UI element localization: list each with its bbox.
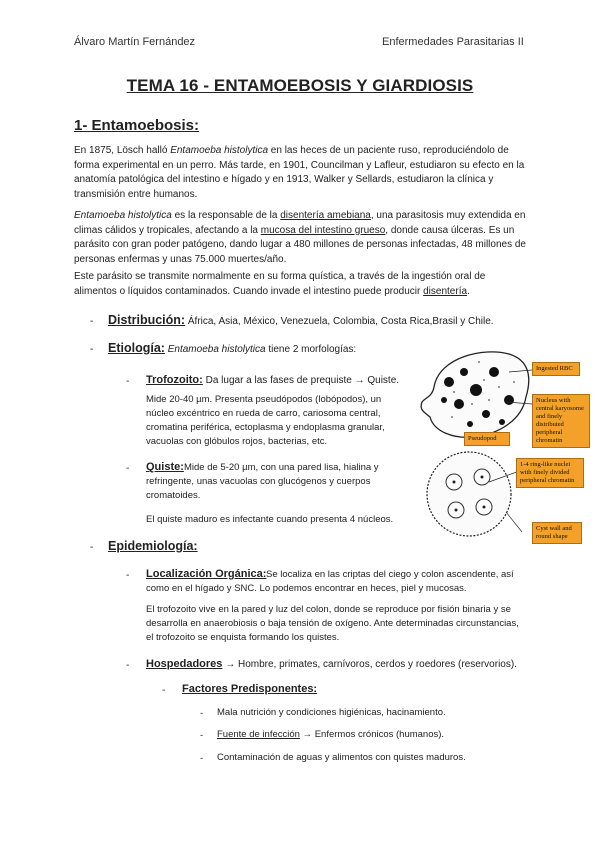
text: Este parásito se transmite normalmente en su forma quística, a través de la ingestión oral de alimentos o líquidos contaminados. Cuando invade el intestino puede producir: [74, 271, 486, 297]
text: En 1875, Lösch halló: [74, 145, 171, 156]
text: → Enfermos crónicos (humanos).: [299, 729, 445, 740]
text: .: [467, 285, 470, 297]
term-mucosa: mucosa del intestino grueso: [260, 224, 386, 236]
text: Da lugar a las fases de prequiste → Quiste.: [202, 375, 400, 386]
bullet-dash: -: [126, 660, 130, 671]
localizacion-desc: El trofozoito vive en la pared y luz del colon, donde se reproduce por fisión binaria y se desarrolla en anaerobiosis o baja tensión de oxígeno. Ante determinadas circunstancias, el trofozoito se enquista formando los quistes.: [146, 604, 519, 643]
text: África, Asia, México, Venezuela, Colombia, Costa Rica,Brasil y Chile.: [185, 316, 494, 327]
paragraph-pathogen: [74, 209, 530, 267]
label: Hospedadores: [146, 658, 223, 670]
paragraph-transmission: [74, 270, 530, 299]
term-disenteria: disentería: [423, 285, 468, 297]
section-heading: 1- Entamoebosis:: [74, 117, 200, 134]
quiste-desc: El quiste maduro es infectante cuando presenta 4 núcleos.: [146, 514, 394, 525]
text: Mala nutrición y condiciones higiénicas, hacinamiento.: [217, 707, 446, 718]
caption-cyst-nuclei: 1-4 ring-like nuclei with finely divided peripheral chromatin: [516, 458, 584, 488]
bullet-dash: -: [126, 463, 130, 474]
bullet-dash: -: [90, 542, 94, 553]
bullet-dash: -: [126, 376, 130, 387]
bullet-dash: -: [200, 730, 204, 741]
cyst-wall: [427, 452, 511, 536]
bullet-dash: -: [200, 708, 204, 719]
term-disenteria-amebiana: disentería amebiana: [280, 210, 371, 221]
caption-cyst-wall: Cyst wall and round shape: [532, 522, 582, 544]
text: en las heces de un paciente ruso, reproduciéndolo de forma experimental en un perro. Más tarde, en 1901, Councilman y Lafleur, estudiaron su efecto en la anatomía patológica del intestino e hígado y en 1913, Walker y Sellards, estudiaron la clínica y transmisión entre humanos.: [74, 145, 525, 200]
label: Quiste:: [146, 461, 184, 473]
text: → Hombre, primates, carnívoros, cerdos y roedores (reservorios).: [222, 659, 517, 670]
label: Localización Orgánica:: [146, 568, 267, 580]
bullet-dash: -: [126, 570, 130, 581]
label: Factores Predisponentes:: [182, 683, 318, 695]
bullet-dash: -: [90, 344, 94, 355]
species-name: Entamoeba histolytica: [170, 145, 269, 156]
caption-ingested-rbc: Ingested RBC: [532, 362, 580, 376]
quiste-text: Mide de 5-20 µm, con una pared lisa, hialina y refringente, unas vacuolas con glucógenos y cuerpos cromatoides.: [146, 462, 379, 501]
text: Contaminación de aguas y alimentos con quistes maduros.: [217, 752, 466, 763]
amoeba-figure: [414, 342, 584, 557]
paragraph-history: [74, 144, 530, 202]
page-title: TEMA 16 - ENTAMOEBOSIS Y GIARDIOSIS: [126, 76, 474, 95]
text: es la responsable de la: [171, 210, 281, 221]
label: Distribución:: [108, 313, 186, 327]
text: , una parasitosis muy extendida en climas cálidos y tropicales, afectando a la: [74, 210, 526, 236]
localizacion-text: Se localiza en las criptas del ciego y colon ascendente, así como en el hígado y SNC. Lo podemos encontrar en heces, piel y mucosas.: [146, 569, 514, 594]
header-subject: Enfermedades Parasitarias II: [382, 36, 524, 48]
label: Epidemiología:: [108, 539, 198, 553]
bullet-dash: -: [90, 316, 94, 327]
text: , donde causa úlceras. Es un parásito con gran poder patógeno, dando lugar a 480 millones de personas infectadas, 48 millones de personas enfermas y unas 75.000 muertes/año.: [74, 224, 526, 265]
species-name: Entamoeba histolytica: [164, 344, 266, 355]
trofozoito-desc: Mide 20-40 µm. Presenta pseudópodos (lobópodos), un núcleo excéntrico en rueda de carro, cariosoma central, cromatina periférica, ectoplasma y endoplasma granular, vacuolas con glóbulos rojos, bacterias, etc.: [146, 394, 385, 447]
label: Etiología:: [108, 341, 165, 355]
term-fuente: Fuente de infección: [217, 729, 300, 740]
text: tiene 2 morfologías:: [265, 344, 357, 355]
caption-nucleus: Nucleus with central karyosome and finely distributed peripheral chromatin: [532, 394, 590, 448]
header-author: Álvaro Martín Fernández: [74, 36, 196, 48]
caption-pseudopod: Pseudopod: [464, 432, 510, 446]
species-name: Entamoeba histolytica: [74, 210, 172, 221]
label: Trofozoito:: [146, 374, 203, 386]
bullet-dash: -: [200, 753, 204, 764]
bullet-dash: -: [162, 685, 166, 696]
